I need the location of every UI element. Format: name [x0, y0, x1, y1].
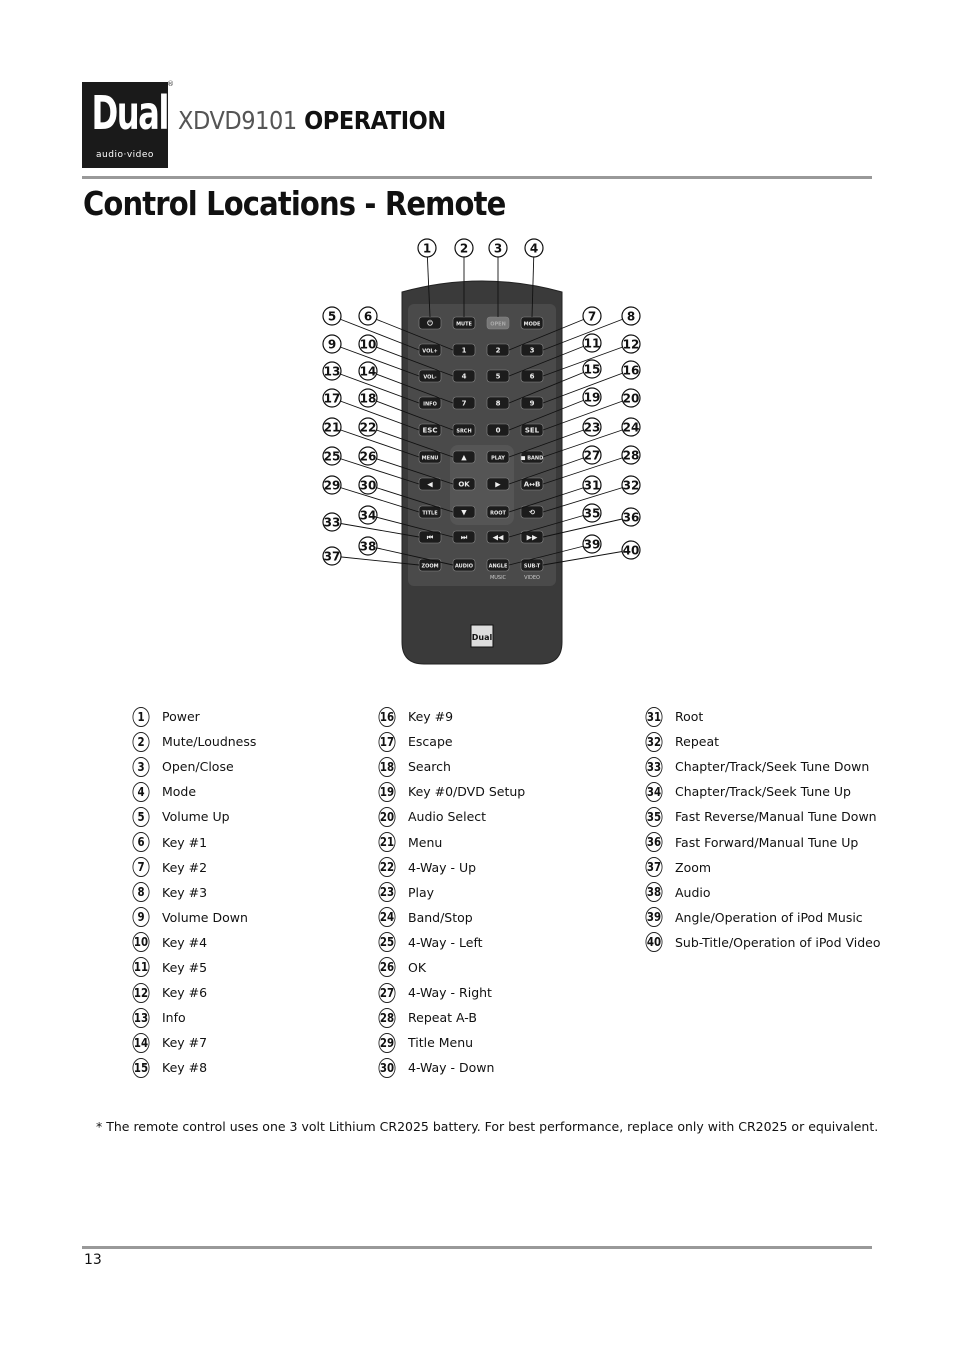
callout-number: 38 — [359, 539, 377, 554]
callout-number-icon: 23 — [379, 882, 396, 902]
legend-label: Power — [162, 709, 200, 725]
remote-button-label: SRCH — [456, 428, 472, 435]
legend-label: Mode — [162, 784, 197, 800]
callout-number: 33 — [323, 515, 341, 530]
remote-button-label: ▶ — [495, 480, 501, 489]
callout-number-icon: 18 — [379, 757, 396, 777]
remote-button-label: 3 — [529, 346, 535, 355]
callout-number: 19 — [583, 390, 601, 405]
callout-number: 15 — [583, 362, 601, 377]
callout-number-icon: 7 — [133, 857, 150, 877]
remote-button-label: ■ BAND — [520, 455, 544, 462]
model-number: XDVD9101 — [178, 106, 297, 135]
callout-number-icon: 20 — [379, 807, 396, 827]
legend-label: Volume Down — [162, 909, 248, 925]
remote-button-label: 0 — [495, 426, 501, 435]
callout-number-icon: 15 — [133, 1058, 150, 1078]
callout-number-icon: 6 — [133, 832, 150, 852]
legend-label: Key #4 — [162, 934, 208, 950]
dual-logo — [82, 82, 168, 168]
legend-item — [377, 1030, 525, 1055]
legend-item — [377, 905, 525, 930]
callout-number: 17 — [323, 391, 341, 406]
legend-label: 4-Way - Down — [408, 1060, 495, 1076]
legend-item — [644, 880, 881, 905]
callout-number: 12 — [622, 337, 640, 352]
callout-number: 16 — [622, 363, 640, 378]
legend-label: Key #2 — [162, 859, 208, 875]
legend-item — [377, 955, 525, 980]
legend-label: Play — [408, 884, 435, 900]
legend-item — [131, 1005, 256, 1030]
callout-number-icon: 11 — [133, 957, 150, 977]
callout-number: 28 — [622, 448, 640, 463]
callout-number-icon: 10 — [133, 932, 150, 952]
legend-label: Volume Up — [162, 809, 230, 825]
remote-button-label: INFO — [423, 401, 437, 408]
callout-number: 40 — [622, 543, 640, 558]
callout-number: 26 — [359, 449, 377, 464]
legend-item — [131, 880, 256, 905]
legend-label: Chapter/Track/Seek Tune Down — [675, 759, 870, 775]
remote-button-label: ESC — [422, 426, 438, 435]
callout-number-icon: 36 — [646, 832, 663, 852]
remote-button-label: 7 — [461, 399, 467, 408]
legend-label: Key #0/DVD Setup — [408, 784, 526, 800]
legend-label: Band/Stop — [408, 909, 473, 925]
legend-item — [377, 1055, 525, 1080]
callout-number-icon: 33 — [646, 757, 663, 777]
remote-button-label: ⟲ — [529, 508, 535, 517]
legend-item — [377, 804, 525, 829]
legend-column-1 — [131, 704, 256, 1080]
remote-button-label: TITLE — [422, 510, 438, 517]
callout-number-icon: 22 — [379, 857, 396, 877]
callout-number: 13 — [323, 364, 341, 379]
legend-label: Zoom — [675, 859, 712, 875]
remote-button-label: 8 — [495, 399, 501, 408]
callout-number-icon: 26 — [379, 957, 396, 977]
legend-column-2 — [377, 704, 525, 1080]
legend-label: Key #9 — [408, 709, 454, 725]
callout-number: 10 — [359, 337, 377, 352]
callout-number-icon: 14 — [133, 1033, 150, 1053]
remote-diagram — [310, 232, 650, 672]
legend-label: Title Menu — [408, 1035, 474, 1051]
legend-label: 4-Way - Up — [408, 859, 477, 875]
battery-footnote: * The remote control uses one 3 volt Lithium CR2025 battery. For best performance, replace only with CR2025 or equivalent. — [96, 1119, 879, 1134]
callout-number-icon: 2 — [133, 732, 150, 752]
legend-label: Mute/Loudness — [162, 734, 257, 750]
legend-label: Repeat A-B — [408, 1010, 477, 1026]
legend-item — [377, 930, 525, 955]
legend-label: Key #8 — [162, 1060, 208, 1076]
legend-label: Menu — [408, 834, 443, 850]
legend-label: Key #7 — [162, 1035, 208, 1051]
callout-number: 23 — [583, 420, 601, 435]
registered-mark: ® — [167, 80, 174, 88]
legend-item — [377, 729, 525, 754]
remote-button-label: ⏭ — [460, 533, 468, 542]
legend-label: Key #6 — [162, 985, 208, 1001]
callout-number: 8 — [626, 309, 636, 324]
callout-number-icon: 19 — [379, 782, 396, 802]
callout-number: 18 — [359, 391, 377, 406]
remote-button-label: ◀ — [427, 480, 433, 489]
legend-label: Open/Close — [162, 759, 234, 775]
callout-number-icon: 40 — [646, 932, 663, 952]
callout-number-icon: 5 — [133, 807, 150, 827]
callout-number: 31 — [583, 478, 601, 493]
legend-item — [644, 779, 881, 804]
legend-item — [131, 905, 256, 930]
legend-label: Key #1 — [162, 834, 208, 850]
legend-item — [644, 754, 881, 779]
remote-button-label: ANGLE — [488, 563, 508, 570]
callout-number: 20 — [622, 391, 640, 406]
remote-button-label: A↔B — [523, 480, 541, 489]
section-name: OPERATION — [304, 106, 446, 135]
legend-column-3 — [644, 704, 881, 955]
remote-button-label: 4 — [461, 372, 467, 381]
legend-label: 4-Way - Right — [408, 985, 492, 1001]
remote-button-label: 6 — [529, 372, 535, 381]
legend-label: Root — [675, 709, 704, 725]
remote-brand-text: Dual — [471, 633, 493, 642]
legend-item — [644, 704, 881, 729]
remote-button-label: ROOT — [490, 510, 506, 517]
remote-button-label: 9 — [529, 399, 535, 408]
callout-number-icon: 9 — [133, 907, 150, 927]
legend-item — [377, 880, 525, 905]
remote-button-label: ZOOM — [421, 563, 439, 570]
callout-number-icon: 17 — [379, 732, 396, 752]
legend-item — [644, 829, 881, 854]
legend-label: Angle/Operation of iPod Music — [675, 909, 863, 925]
legend-item — [377, 980, 525, 1005]
legend-item — [377, 754, 525, 779]
legend-item — [131, 1055, 256, 1080]
callout-number: 36 — [622, 510, 640, 525]
callout-number: 34 — [359, 508, 377, 523]
legend-item — [131, 754, 256, 779]
logo-subtitle: audio·video — [96, 150, 154, 160]
legend-item — [644, 729, 881, 754]
top-rule — [82, 176, 872, 179]
callout-number-icon: 3 — [133, 757, 150, 777]
legend-label: Audio Select — [408, 809, 487, 825]
remote-button-label: ◀◀ — [492, 533, 504, 542]
legend-label: Sub-Title/Operation of iPod Video — [675, 934, 881, 950]
legend-label: Audio — [675, 884, 711, 900]
callout-number: 30 — [359, 478, 377, 493]
legend-item — [131, 980, 256, 1005]
remote-illustration — [310, 232, 650, 672]
callout-number: 11 — [583, 336, 601, 351]
remote-button-label: ⏮ — [426, 533, 434, 542]
legend-item — [644, 930, 881, 955]
callout-number-icon: 29 — [379, 1033, 396, 1053]
callout-number: 32 — [622, 478, 640, 493]
callout-number: 1 — [422, 241, 432, 256]
legend-item — [131, 930, 256, 955]
callout-number-icon: 8 — [133, 882, 150, 902]
callout-number: 29 — [323, 478, 341, 493]
callout-number: 27 — [583, 448, 601, 463]
remote-button-label: OPEN — [490, 321, 506, 328]
callout-number: 39 — [583, 537, 601, 552]
legend-item — [644, 905, 881, 930]
callout-number: 14 — [359, 364, 377, 379]
remote-button-label: OK — [458, 480, 470, 489]
callout-number: 21 — [323, 420, 341, 435]
remote-button-label: ▶▶ — [526, 533, 538, 542]
remote-button-label: 1 — [461, 346, 467, 355]
remote-button-label: SEL — [524, 426, 540, 435]
legend-label: Fast Forward/Manual Tune Up — [675, 834, 859, 850]
legend-item — [644, 804, 881, 829]
callout-number-icon: 39 — [646, 907, 663, 927]
callout-number-icon: 28 — [379, 1008, 396, 1028]
legend-item — [377, 1005, 525, 1030]
callout-number-icon: 31 — [646, 707, 663, 727]
callout-number-icon: 30 — [379, 1058, 396, 1078]
legend-label: Info — [162, 1010, 186, 1026]
callout-number: 37 — [323, 549, 341, 564]
remote-button-label: 2 — [495, 346, 501, 355]
legend-label: Fast Reverse/Manual Tune Down — [675, 809, 877, 825]
legend-item — [377, 855, 525, 880]
legend-item — [377, 704, 525, 729]
callout-number-icon: 12 — [133, 983, 150, 1003]
callout-number-icon: 16 — [379, 707, 396, 727]
bottom-rule — [82, 1246, 872, 1249]
legend-label: OK — [408, 959, 427, 975]
page-number: 13 — [84, 1252, 102, 1268]
remote-button-label: MODE — [523, 321, 541, 328]
legend-item — [131, 804, 256, 829]
callout-number-icon: 24 — [379, 907, 396, 927]
legend-item — [377, 779, 525, 804]
callout-number-icon: 21 — [379, 832, 396, 852]
logo-wordmark: Dual — [91, 86, 168, 140]
remote-button-label: AUDIO — [454, 563, 474, 570]
remote-button-label: ⏻ — [427, 319, 433, 328]
callout-number: 9 — [327, 337, 337, 352]
callout-number-icon: 35 — [646, 807, 663, 827]
legend-item — [131, 729, 256, 754]
remote-button-label: PLAY — [491, 455, 505, 462]
remote-button-label: MUTE — [456, 321, 472, 328]
legend-item — [131, 829, 256, 854]
mode-label-music: MUSIC — [489, 575, 507, 581]
section-header — [178, 106, 446, 135]
callout-number: 4 — [529, 241, 539, 256]
remote-button-label: VOL+ — [422, 348, 438, 355]
callout-number: 3 — [493, 241, 503, 256]
legend-item — [131, 704, 256, 729]
legend-item — [131, 955, 256, 980]
callout-number: 22 — [359, 420, 377, 435]
legend-label: Escape — [408, 734, 453, 750]
remote-button-label: ▲ — [461, 453, 467, 462]
remote-button-label: MENU — [421, 455, 439, 462]
callout-number-icon: 1 — [133, 707, 150, 727]
callout-number-icon: 34 — [646, 782, 663, 802]
callout-number: 7 — [587, 309, 597, 324]
callout-number: 24 — [622, 420, 640, 435]
remote-button-label: ▼ — [461, 508, 467, 517]
legend-item — [131, 855, 256, 880]
callout-number: 25 — [323, 449, 341, 464]
legend-label: Key #3 — [162, 884, 208, 900]
remote-button-label: SUB-T — [523, 563, 541, 570]
callout-number-icon: 13 — [133, 1008, 150, 1028]
legend-label: Key #5 — [162, 959, 208, 975]
callout-number-icon: 32 — [646, 732, 663, 752]
legend-item — [644, 855, 881, 880]
legend-label: 4-Way - Left — [408, 934, 483, 950]
callout-number-icon: 38 — [646, 882, 663, 902]
legend-item — [377, 829, 525, 854]
callout-number: 2 — [459, 241, 469, 256]
legend-item — [131, 1030, 256, 1055]
callout-number: 6 — [363, 309, 373, 324]
callout-number-icon: 25 — [379, 932, 396, 952]
legend-label: Search — [408, 759, 451, 775]
page-title: Control Locations - Remote — [83, 184, 506, 223]
remote-button-label: VOL- — [423, 374, 437, 381]
mode-label-video: VIDEO — [524, 575, 540, 581]
callout-number-icon: 27 — [379, 983, 396, 1003]
legend-label: Repeat — [675, 734, 720, 750]
callout-number-icon: 37 — [646, 857, 663, 877]
legend-item — [131, 779, 256, 804]
remote-button-label: 5 — [495, 372, 501, 381]
callout-number: 35 — [583, 506, 601, 521]
legend-label: Chapter/Track/Seek Tune Up — [675, 784, 851, 800]
callout-number-icon: 4 — [133, 782, 150, 802]
callout-number: 5 — [327, 309, 337, 324]
